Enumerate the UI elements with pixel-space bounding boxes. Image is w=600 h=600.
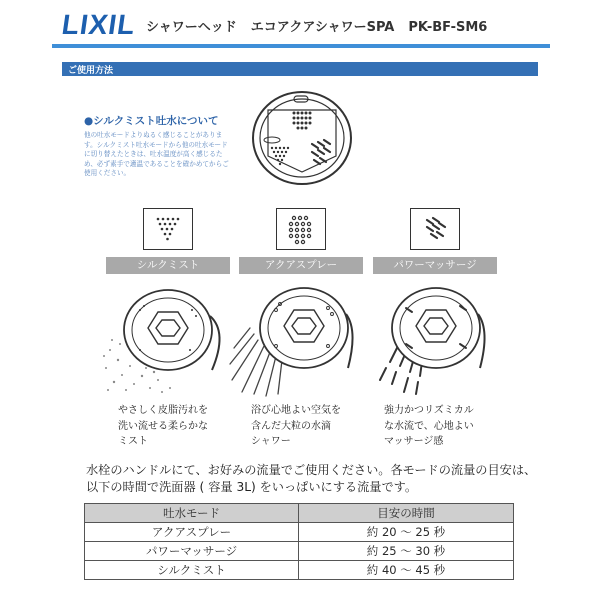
table-row	[85, 523, 514, 542]
title-model: PK-BF-SM6	[408, 20, 488, 35]
silk-mist-nozzle-icon	[143, 208, 193, 250]
silk-mist-heading: ●シルクミスト吐水について	[84, 115, 219, 127]
flow-rate-intro: 水栓のハンドルにて、お好みの流量でご使用ください。各モードの流量の目安は、以下の時間で洗面器 ( 容量 3L) をいっぱいにする流量です。	[86, 463, 537, 494]
cell-time: 約 20 ～ 25 秒	[299, 523, 514, 542]
silk-mist-body: 他の吐水モードよりぬるく感じることがあります。シルクミスト吐水モードから他の吐水モードに切り替えたときは、吐水温度が高く感じるため、必ず素手で適温であることを確かめてからご使用ください。	[84, 131, 229, 178]
mode-label-silk-mist: シルクミスト	[106, 257, 230, 274]
title-category: シャワーヘッド	[146, 20, 237, 35]
power-massage-nozzle-icon	[410, 208, 460, 250]
aqua-spray-nozzle-icon	[276, 208, 326, 250]
section-title: ご使用方法	[68, 66, 114, 76]
brand-logo: LIXIL	[59, 9, 138, 40]
silk-mist-dots-icon	[144, 209, 192, 249]
silk-mist-description: やさしく皮脂汚れを 洗い流せる柔らかな ミスト	[118, 405, 208, 447]
product-title	[146, 16, 487, 35]
table-row	[85, 542, 514, 561]
title-product: エコアクアシャワーSPA	[250, 20, 395, 35]
cell-time: 約 40 ～ 45 秒	[299, 561, 514, 580]
power-massage-illustration	[362, 280, 492, 398]
flow-rate-table	[84, 503, 514, 580]
aqua-spray-illustration	[228, 280, 358, 398]
power-massage-description: 強力かつリズミカル な水流で、心地よい マッサージ感	[384, 405, 474, 447]
aqua-spray-dots-icon	[277, 209, 325, 249]
silk-mist-spray-illustration	[100, 280, 230, 398]
cell-time: 約 25 ～ 30 秒	[299, 542, 514, 561]
header	[0, 0, 600, 50]
shower-head-face-illustration	[250, 88, 354, 188]
mode-label-aqua-spray: アクアスプレー	[239, 257, 363, 274]
aqua-spray-description: 浴び心地よい空気を 含んだ大粒の水滴 シャワー	[251, 405, 341, 447]
cell-mode: パワーマッサージ	[85, 542, 299, 561]
cell-mode: アクアスプレー	[85, 523, 299, 542]
table-header-row	[85, 504, 514, 523]
header-time: 目安の時間	[299, 504, 514, 523]
section-bar	[62, 62, 538, 76]
mode-label-power-massage: パワーマッサージ	[373, 257, 497, 274]
table-row	[85, 561, 514, 580]
cell-mode: シルクミスト	[85, 561, 299, 580]
power-massage-slots-icon	[411, 209, 459, 249]
header-rule	[52, 44, 550, 48]
header-mode: 吐水モード	[85, 504, 299, 523]
